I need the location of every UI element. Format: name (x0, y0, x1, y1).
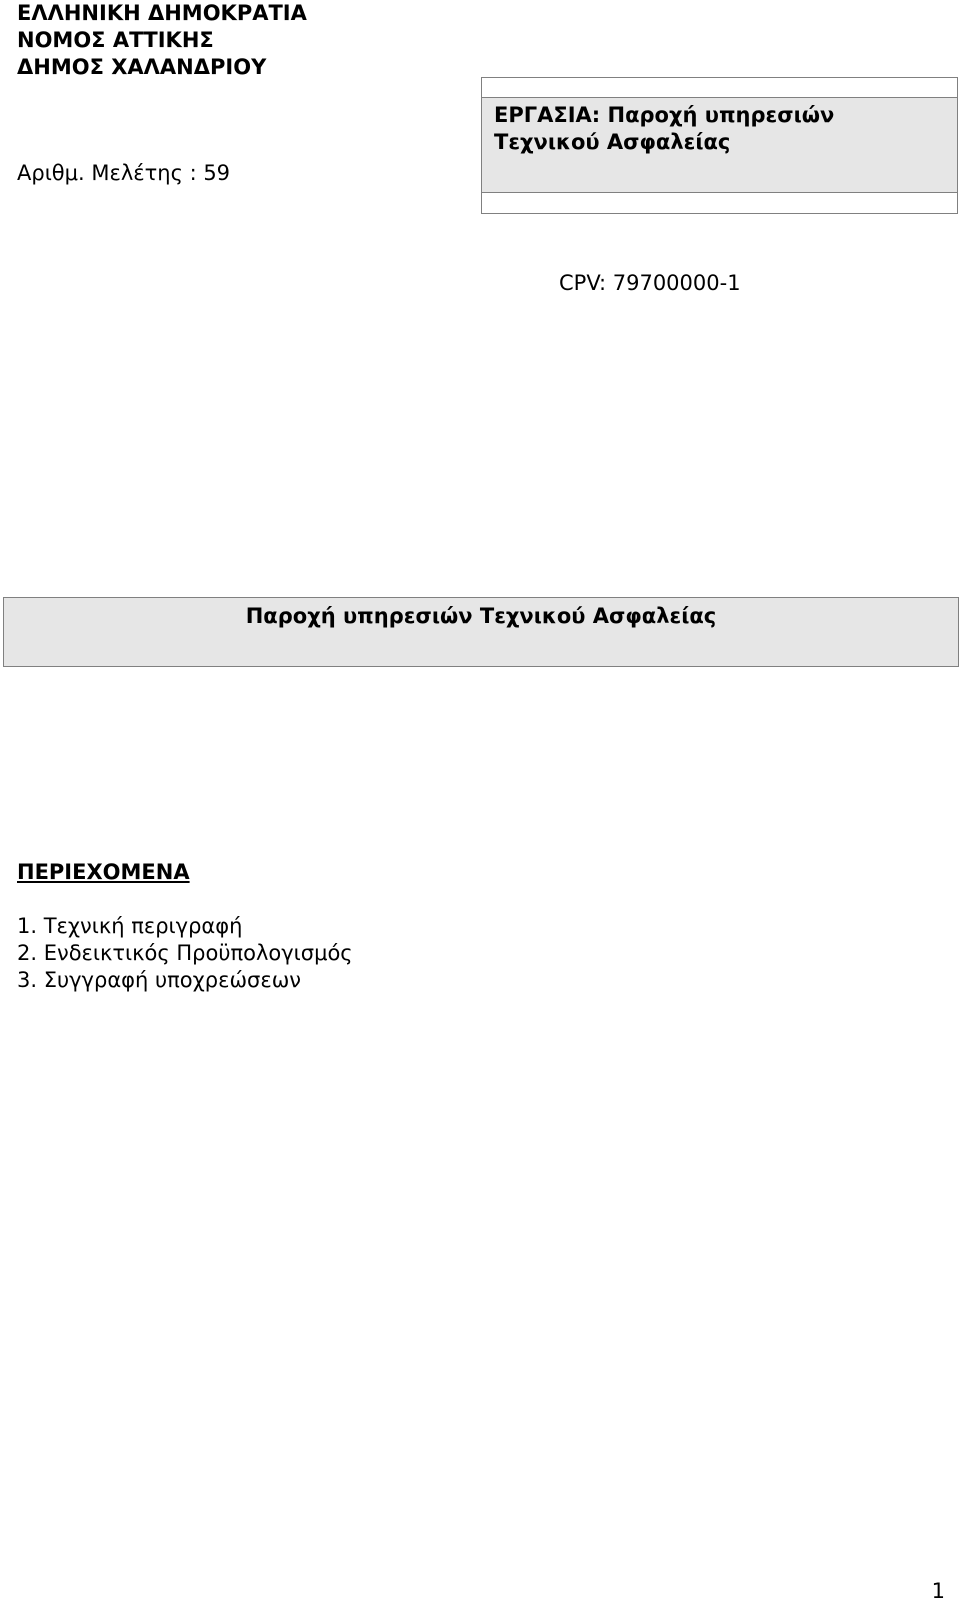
contents-heading: ΠΕΡΙΕΧΟΜΕΝΑ (17, 860, 190, 884)
contents-item: 3. Συγγραφή υποχρεώσεων (17, 968, 302, 992)
page-number: 1 (931, 1579, 945, 1603)
cpv-code: CPV: 79700000-1 (559, 271, 741, 295)
service-banner-title: Παροχή υπηρεσιών Τεχνικού Ασφαλείας (245, 604, 717, 628)
project-title-box (481, 77, 958, 214)
contents-list (17, 913, 353, 994)
contents-item: 2. Ενδεικτικός Προϋπολογισμός (17, 941, 353, 965)
project-title-line-2: Τεχνικού Ασφαλείας (494, 130, 731, 154)
study-number: Αριθμ. Μελέτης : 59 (17, 161, 231, 185)
service-banner (3, 597, 959, 667)
project-title (494, 102, 834, 156)
authority-line-country: ΕΛΛΗΝΙΚΗ ΔΗΜΟΚΡΑΤΙΑ (17, 1, 307, 25)
authority-line-prefecture: ΝΟΜΟΣ ΑΤΤΙΚΗΣ (17, 28, 214, 52)
authority-line-municipality: ΔΗΜΟΣ ΧΑΛΑΝΔΡΙΟΥ (17, 55, 267, 79)
project-title-shaded-area (482, 97, 957, 193)
contents-item: 1. Τεχνική περιγραφή (17, 914, 243, 938)
project-title-line-1: ΕΡΓΑΣΙΑ: Παροχή υπηρεσιών (494, 103, 835, 127)
authority-header (17, 0, 307, 81)
